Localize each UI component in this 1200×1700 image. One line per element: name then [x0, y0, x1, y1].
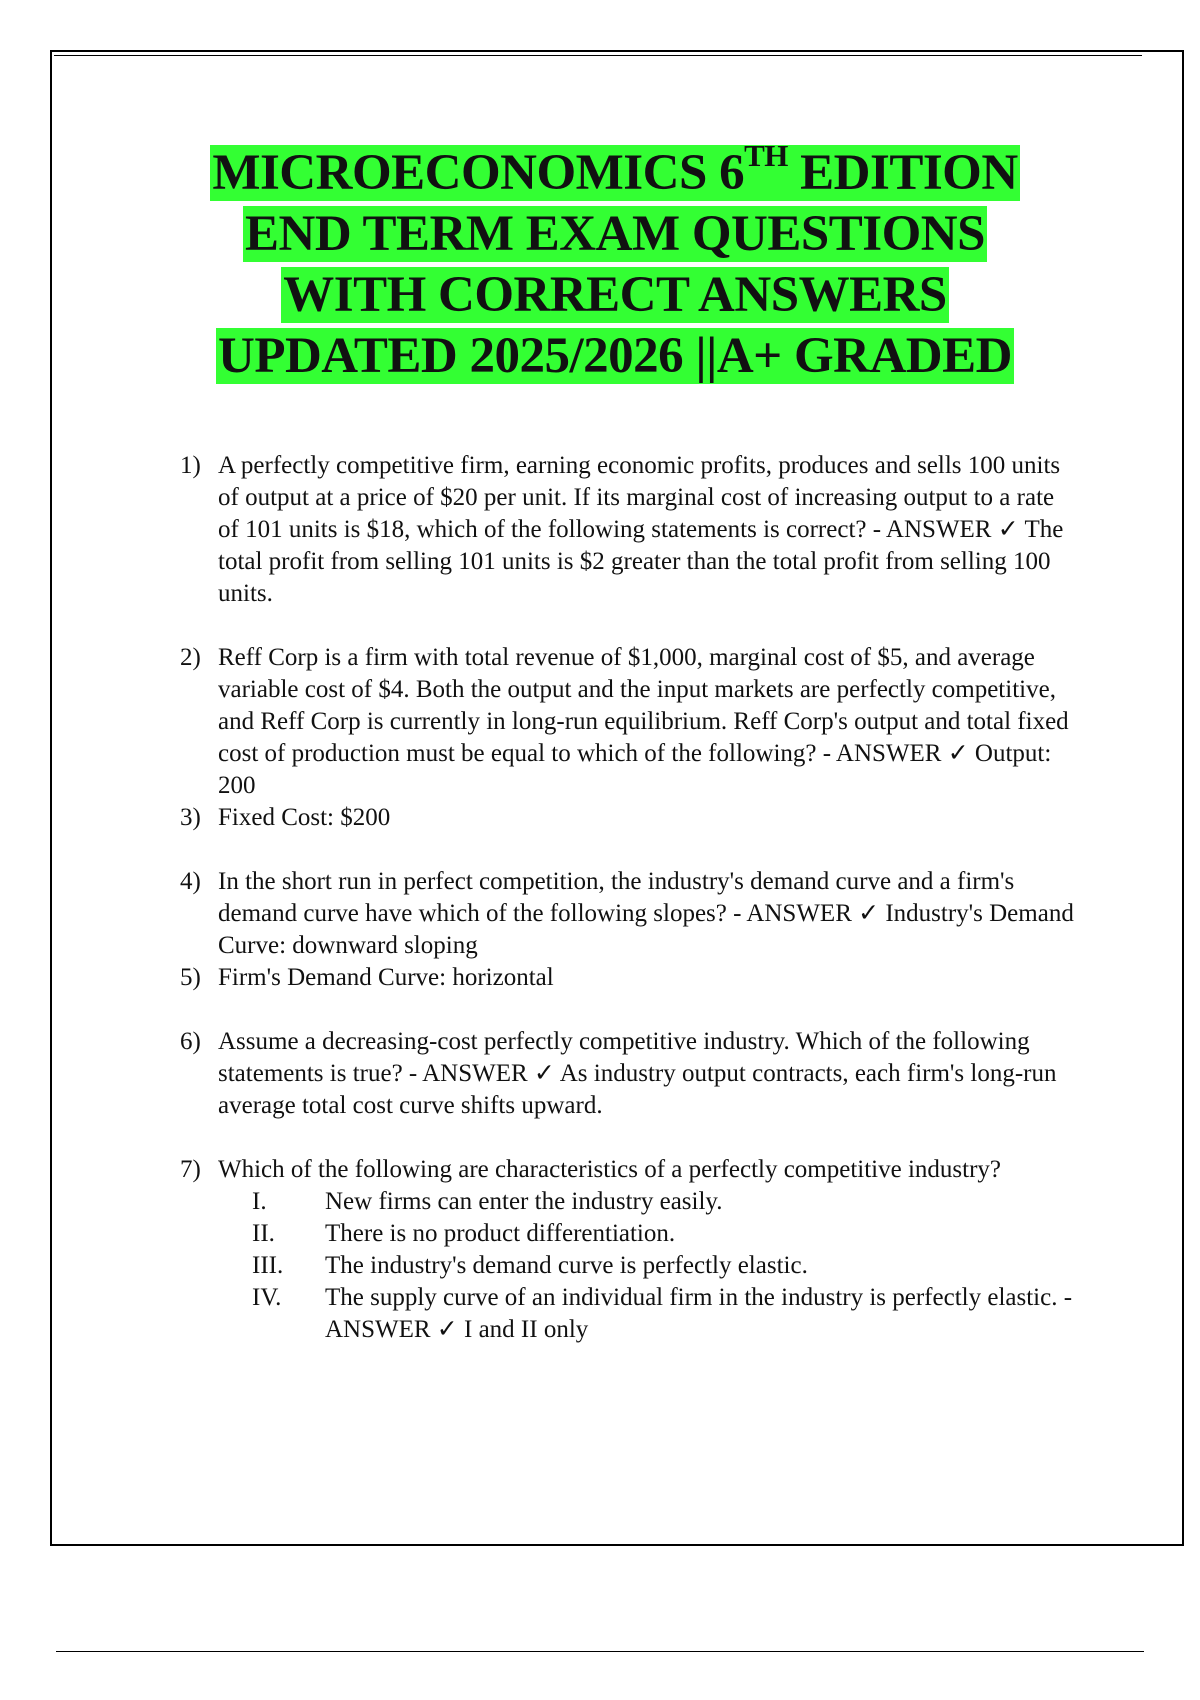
- question-text: Which of the following are characteristics of a perfectly competitive industry?: [218, 1156, 1002, 1183]
- question-number: 4): [180, 868, 201, 895]
- q7-option: [218, 1282, 1080, 1346]
- question-number: 7): [180, 1156, 201, 1183]
- question-number: 2): [180, 644, 201, 671]
- question-1: [180, 450, 1080, 610]
- option-text: New firms can enter the industry easily.: [325, 1188, 723, 1215]
- title-line-1: MICROECONOMICS 6TH EDITION: [212, 138, 1018, 201]
- question-5: [180, 962, 1080, 994]
- question-number: 3): [180, 804, 201, 831]
- question-text: A perfectly competitive firm, earning economic profits, produces and sells 100 units of output at a price of $20 per unit. If its marginal cost of increasing output to a rate of 101 units is $18, which of the following statements is correct? - ANSWER ✓ The total profit from selling 101 units is $2 greater than the total profit from selling 100 units.: [218, 452, 1064, 607]
- q7-option: [218, 1186, 1080, 1218]
- question-7: [180, 1154, 1080, 1346]
- question-number: 5): [180, 964, 201, 991]
- option-text: The supply curve of an individual firm in the industry is perfectly elastic. - ANSWER ✓ I and II only: [325, 1284, 1073, 1343]
- top-rule: [54, 55, 1142, 56]
- question-text: Fixed Cost: $200: [218, 804, 391, 831]
- option-numeral: III.: [252, 1252, 284, 1279]
- question-4: [180, 866, 1080, 962]
- question-text: Assume a decreasing-cost perfectly competitive industry. Which of the following statements is true? - ANSWER ✓ As industry output contracts, each firm's long-run average total cost curve shifts upward.: [218, 1028, 1057, 1119]
- option-text: There is no product differentiation.: [325, 1220, 676, 1247]
- question-text: Firm's Demand Curve: horizontal: [218, 964, 554, 991]
- title-line-2: END TERM EXAM QUESTIONS: [245, 206, 985, 262]
- question-text: Reff Corp is a firm with total revenue of $1,000, marginal cost of $5, and average variable cost of $4. Both the output and the input markets are perfectly competitive, and Reff Corp is currently in long-run equilibrium. Reff Corp's output and total fixed cost of production must be equal to which of the following? - ANSWER ✓ Output: 200: [218, 644, 1069, 799]
- question-text: In the short run in perfect competition, the industry's demand curve and a firm's demand curve have which of the following slopes? - ANSWER ✓ Industry's Demand Curve: downward sloping: [218, 868, 1074, 959]
- question-2: [180, 642, 1080, 802]
- question-3: [180, 802, 1080, 834]
- title-line-4: UPDATED 2025/2026 ||A+ GRADED: [217, 328, 1012, 384]
- q7-option-list: [218, 1186, 1080, 1346]
- q7-option: [218, 1218, 1080, 1250]
- q7-option: [218, 1250, 1080, 1282]
- bottom-rule: [56, 1651, 1144, 1652]
- document-title: [90, 138, 1140, 387]
- option-numeral: I.: [252, 1188, 267, 1215]
- question-number: 6): [180, 1028, 201, 1055]
- option-text: The industry's demand curve is perfectly elastic.: [325, 1252, 808, 1279]
- question-list: [180, 450, 1080, 1346]
- question-number: 1): [180, 452, 201, 479]
- question-6: [180, 1026, 1080, 1122]
- title-line-3: WITH CORRECT ANSWERS: [283, 267, 947, 323]
- option-numeral: IV.: [252, 1284, 282, 1311]
- option-numeral: II.: [252, 1220, 275, 1247]
